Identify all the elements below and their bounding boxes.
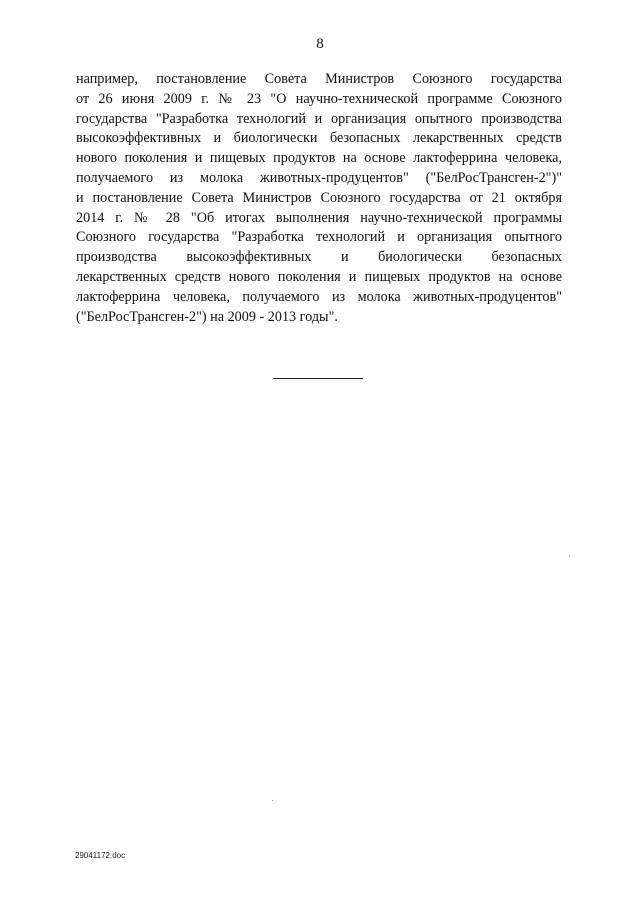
- page-number: 8: [316, 36, 324, 52]
- text-line: государства "Разработка технологий и организация опытного производства: [76, 110, 562, 127]
- text-line: например, постановление Совета Министров Союзного государства: [76, 71, 562, 87]
- text-line: ("БелРосТрансген-2") на 2009 - 2013 годы".: [76, 308, 338, 325]
- text-line: нового поколения и пищевых продуктов на основе лактоферрина человека,: [76, 150, 562, 167]
- text-line: от 26 июня 2009 г. № 23 "О научно-технической программе Союзного: [76, 90, 562, 107]
- text-line: Союзного государства "Разработка технологий и организация опытного: [76, 229, 562, 246]
- end-divider: [273, 378, 363, 379]
- body-paragraph: [76, 70, 562, 327]
- text-line: получаемого из молока животных-продуцентов" ("БелРосТрансген-2")": [76, 169, 562, 186]
- scan-speck: [569, 556, 570, 557]
- text-line: лекарственных средств нового поколения и пищевых продуктов на основе: [76, 268, 562, 285]
- text-line: производства высокоэффективных и биологически безопасных: [76, 249, 562, 266]
- text-line: лактоферрина человека, получаемого из молока животных-продуцентов": [76, 288, 562, 305]
- text-line: высокоэффективных и биологически безопасных лекарственных средств: [76, 130, 562, 147]
- text-line: и постановление Совета Министров Союзного государства от 21 октября: [76, 189, 562, 206]
- scan-speck: [272, 800, 273, 801]
- text-line: 2014 г. № 28 "Об итогах выполнения научно-технической программы: [76, 209, 562, 226]
- footer-filename: 29041172.doc: [75, 851, 126, 860]
